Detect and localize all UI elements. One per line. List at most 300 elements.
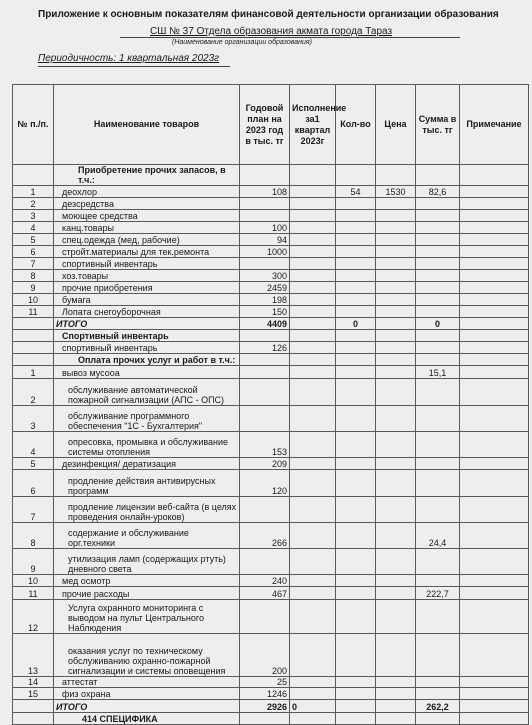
sum-value bbox=[416, 294, 460, 306]
item-name: аттестат bbox=[54, 677, 240, 688]
price-value bbox=[376, 366, 416, 379]
document-title: Приложение к основным показателям финансовой деятельности организации образования bbox=[38, 9, 499, 20]
row-number: 3 bbox=[13, 406, 54, 432]
execution-value bbox=[290, 318, 336, 330]
table-row bbox=[13, 186, 529, 198]
quantity-value bbox=[336, 688, 376, 700]
sum-value bbox=[416, 258, 460, 270]
price-value bbox=[376, 600, 416, 634]
row-number: 11 bbox=[13, 587, 54, 600]
price-value bbox=[376, 210, 416, 222]
item-name: утилизация ламп (содержащих ртуть) дневного света bbox=[54, 549, 240, 575]
plan-value bbox=[240, 165, 290, 186]
execution-value bbox=[290, 306, 336, 318]
row-number: 3 bbox=[13, 210, 54, 222]
table-row bbox=[13, 575, 529, 587]
quantity-value bbox=[336, 282, 376, 294]
quantity-value bbox=[336, 575, 376, 587]
note-value bbox=[460, 306, 529, 318]
execution-value bbox=[290, 587, 336, 600]
quantity-value bbox=[336, 470, 376, 497]
quantity-value bbox=[336, 497, 376, 523]
execution-value bbox=[290, 634, 336, 677]
sum-value: 222,7 bbox=[416, 587, 460, 600]
execution-value bbox=[290, 294, 336, 306]
row-number: 14 bbox=[13, 677, 54, 688]
price-value bbox=[376, 470, 416, 497]
price-value bbox=[376, 354, 416, 366]
note-value bbox=[460, 342, 529, 354]
price-value bbox=[376, 318, 416, 330]
note-value bbox=[460, 165, 529, 186]
note-value bbox=[460, 458, 529, 470]
org-underline bbox=[120, 37, 460, 38]
table-row bbox=[13, 470, 529, 497]
sum-value bbox=[416, 458, 460, 470]
column-header-name: Наименование товаров bbox=[54, 85, 240, 165]
table-row bbox=[13, 234, 529, 246]
plan-value bbox=[240, 366, 290, 379]
plan-value: 4409 bbox=[240, 318, 290, 330]
execution-value bbox=[290, 186, 336, 198]
price-value bbox=[376, 342, 416, 354]
item-name: спортивный инвентарь bbox=[54, 342, 240, 354]
sum-value bbox=[416, 470, 460, 497]
quantity-value bbox=[336, 198, 376, 210]
table-row bbox=[13, 366, 529, 379]
row-number bbox=[13, 330, 54, 342]
row-number: 9 bbox=[13, 282, 54, 294]
quantity-value bbox=[336, 165, 376, 186]
price-value bbox=[376, 634, 416, 677]
item-name: вывоз мусоoa bbox=[54, 366, 240, 379]
price-value bbox=[376, 294, 416, 306]
note-value bbox=[460, 432, 529, 458]
row-number bbox=[13, 700, 54, 713]
note-value bbox=[460, 700, 529, 713]
note-value bbox=[460, 222, 529, 234]
quantity-value bbox=[336, 270, 376, 282]
execution-value bbox=[290, 379, 336, 406]
plan-value: 100 bbox=[240, 222, 290, 234]
sum-value bbox=[416, 210, 460, 222]
row-number: 5 bbox=[13, 458, 54, 470]
total-row bbox=[13, 700, 529, 713]
plan-value: 2459 bbox=[240, 282, 290, 294]
execution-value bbox=[290, 366, 336, 379]
column-header-note: Примечание bbox=[460, 85, 529, 165]
price-value bbox=[376, 379, 416, 406]
column-header-sum: Сумма в тыс. тг bbox=[416, 85, 460, 165]
sum-value bbox=[416, 688, 460, 700]
note-value bbox=[460, 318, 529, 330]
price-value bbox=[376, 258, 416, 270]
row-number bbox=[13, 318, 54, 330]
price-value bbox=[376, 677, 416, 688]
row-number: 8 bbox=[13, 270, 54, 282]
price-value bbox=[376, 234, 416, 246]
note-value bbox=[460, 470, 529, 497]
sum-value bbox=[416, 549, 460, 575]
table-row bbox=[13, 634, 529, 677]
execution-value bbox=[290, 246, 336, 258]
execution-value bbox=[290, 688, 336, 700]
price-value bbox=[376, 165, 416, 186]
sum-value bbox=[416, 330, 460, 342]
execution-value bbox=[290, 210, 336, 222]
item-name: дезсредства bbox=[54, 198, 240, 210]
note-value bbox=[460, 497, 529, 523]
plan-value: 209 bbox=[240, 458, 290, 470]
plan-value bbox=[240, 600, 290, 634]
execution-value bbox=[290, 234, 336, 246]
plan-value: 1000 bbox=[240, 246, 290, 258]
note-value bbox=[460, 688, 529, 700]
execution-value bbox=[290, 222, 336, 234]
item-name: бумага bbox=[54, 294, 240, 306]
plan-value: 108 bbox=[240, 186, 290, 198]
quantity-value bbox=[336, 406, 376, 432]
sum-value bbox=[416, 306, 460, 318]
column-header-price: Цена bbox=[376, 85, 416, 165]
item-name: Лопата снегоуборочная bbox=[54, 306, 240, 318]
note-value bbox=[460, 634, 529, 677]
row-number: 6 bbox=[13, 470, 54, 497]
sum-value bbox=[416, 222, 460, 234]
plan-value bbox=[240, 497, 290, 523]
quantity-value bbox=[336, 342, 376, 354]
quantity-value: 54 bbox=[336, 186, 376, 198]
row-number: 7 bbox=[13, 258, 54, 270]
note-value bbox=[460, 406, 529, 432]
sum-value bbox=[416, 677, 460, 688]
item-name: продление лицензии веб-сайта (в целях проведения онлайн-уроков) bbox=[54, 497, 240, 523]
sum-value bbox=[416, 432, 460, 458]
organization-caption: (Наименование организации образования) bbox=[172, 39, 312, 46]
execution-value bbox=[290, 198, 336, 210]
item-name: продление действия антивирусных программ bbox=[54, 470, 240, 497]
item-name: стройт.материалы для тек.ремонта bbox=[54, 246, 240, 258]
execution-value bbox=[290, 432, 336, 458]
quantity-value bbox=[336, 330, 376, 342]
table-row bbox=[13, 270, 529, 282]
table-row bbox=[13, 688, 529, 700]
row-number: 12 bbox=[13, 600, 54, 634]
row-number: 10 bbox=[13, 575, 54, 587]
sum-value bbox=[416, 234, 460, 246]
plan-value: 153 bbox=[240, 432, 290, 458]
execution-value bbox=[290, 354, 336, 366]
note-value bbox=[460, 587, 529, 600]
item-name: обслуживание программного обеспечения "1С - Бухгалтерия" bbox=[54, 406, 240, 432]
row-number: 10 bbox=[13, 294, 54, 306]
row-number: 9 bbox=[13, 549, 54, 575]
item-name: ИТОГО bbox=[54, 700, 240, 713]
row-number: 1 bbox=[13, 186, 54, 198]
execution-value bbox=[290, 549, 336, 575]
note-value bbox=[460, 258, 529, 270]
sum-value bbox=[416, 406, 460, 432]
quantity-value bbox=[336, 600, 376, 634]
column-header-number: № п./п. bbox=[13, 85, 54, 165]
execution-value bbox=[290, 470, 336, 497]
table-row bbox=[13, 677, 529, 688]
execution-value bbox=[290, 523, 336, 549]
sum-value bbox=[416, 198, 460, 210]
price-value bbox=[376, 700, 416, 713]
execution-value bbox=[290, 575, 336, 587]
plan-value: 300 bbox=[240, 270, 290, 282]
quantity-value bbox=[336, 634, 376, 677]
plan-value: 120 bbox=[240, 470, 290, 497]
note-value bbox=[460, 198, 529, 210]
quantity-value bbox=[336, 713, 376, 725]
sum-value bbox=[416, 379, 460, 406]
table-row bbox=[13, 523, 529, 549]
price-value bbox=[376, 246, 416, 258]
execution-value bbox=[290, 406, 336, 432]
execution-value: 0 bbox=[290, 700, 336, 713]
execution-value bbox=[290, 677, 336, 688]
quantity-value bbox=[336, 379, 376, 406]
table-row bbox=[13, 342, 529, 354]
quantity-value bbox=[336, 258, 376, 270]
table-row bbox=[13, 306, 529, 318]
quantity-value bbox=[336, 523, 376, 549]
note-value bbox=[460, 677, 529, 688]
sum-value bbox=[416, 634, 460, 677]
plan-value: 94 bbox=[240, 234, 290, 246]
execution-value bbox=[290, 282, 336, 294]
execution-value bbox=[290, 713, 336, 725]
organization-name: СШ № 37 Отдела образования акмата города Тараз bbox=[150, 26, 393, 37]
plan-value bbox=[240, 406, 290, 432]
plan-value: 25 bbox=[240, 677, 290, 688]
plan-value: 198 bbox=[240, 294, 290, 306]
table-row bbox=[13, 406, 529, 432]
table-row bbox=[13, 246, 529, 258]
quantity-value bbox=[336, 458, 376, 470]
item-name: обслуживание автоматической пожарной сигнализации (АПС - ОПС) bbox=[54, 379, 240, 406]
execution-value bbox=[290, 258, 336, 270]
subsection-row bbox=[13, 330, 529, 342]
table-header-row bbox=[13, 85, 529, 165]
item-name: Услуга охранного мониторинга с выводом на пульт Центрального Наблюдения bbox=[54, 600, 240, 634]
quantity-value bbox=[336, 677, 376, 688]
total-row bbox=[13, 318, 529, 330]
table-row bbox=[13, 458, 529, 470]
note-value bbox=[460, 294, 529, 306]
plan-value bbox=[240, 210, 290, 222]
note-value bbox=[460, 523, 529, 549]
note-value bbox=[460, 575, 529, 587]
sum-value bbox=[416, 282, 460, 294]
price-value bbox=[376, 222, 416, 234]
plan-value: 266 bbox=[240, 523, 290, 549]
quantity-value bbox=[336, 366, 376, 379]
row-number: 4 bbox=[13, 222, 54, 234]
table-row bbox=[13, 198, 529, 210]
plan-value bbox=[240, 198, 290, 210]
plan-value bbox=[240, 549, 290, 575]
price-value bbox=[376, 575, 416, 587]
quantity-value bbox=[336, 354, 376, 366]
note-value bbox=[460, 270, 529, 282]
item-name: прочие расходы bbox=[54, 587, 240, 600]
sum-value: 24,4 bbox=[416, 523, 460, 549]
sum-value bbox=[416, 600, 460, 634]
item-name: прочие приобретения bbox=[54, 282, 240, 294]
plan-value: 2926 bbox=[240, 700, 290, 713]
note-value bbox=[460, 549, 529, 575]
sum-value bbox=[416, 497, 460, 523]
price-value bbox=[376, 306, 416, 318]
price-value bbox=[376, 270, 416, 282]
execution-value bbox=[290, 342, 336, 354]
sum-value bbox=[416, 713, 460, 725]
item-name: моющее средства bbox=[54, 210, 240, 222]
item-name: мед осмотр bbox=[54, 575, 240, 587]
price-value bbox=[376, 458, 416, 470]
row-number bbox=[13, 165, 54, 186]
plan-value: 200 bbox=[240, 634, 290, 677]
quantity-value bbox=[336, 246, 376, 258]
column-header-quantity: Кол-во bbox=[336, 85, 376, 165]
table-row bbox=[13, 282, 529, 294]
sum-value bbox=[416, 575, 460, 587]
plan-value: 126 bbox=[240, 342, 290, 354]
execution-value bbox=[290, 600, 336, 634]
table-row bbox=[13, 210, 529, 222]
row-number: 11 bbox=[13, 306, 54, 318]
quantity-value bbox=[336, 294, 376, 306]
price-value bbox=[376, 432, 416, 458]
item-name: спортивный инвентарь bbox=[54, 258, 240, 270]
note-value bbox=[460, 282, 529, 294]
plan-value bbox=[240, 379, 290, 406]
price-value bbox=[376, 587, 416, 600]
table-row bbox=[13, 379, 529, 406]
item-name: Приобретение прочих запасов, в т.ч.: bbox=[54, 165, 240, 186]
plan-value: 150 bbox=[240, 306, 290, 318]
section-row bbox=[13, 165, 529, 186]
note-value bbox=[460, 713, 529, 725]
sum-value: 262,2 bbox=[416, 700, 460, 713]
price-value bbox=[376, 406, 416, 432]
note-value bbox=[460, 600, 529, 634]
quantity-value bbox=[336, 432, 376, 458]
item-name: опресовка, промывка и обслуживание системы отопления bbox=[54, 432, 240, 458]
note-value bbox=[460, 366, 529, 379]
quantity-value bbox=[336, 210, 376, 222]
price-value bbox=[376, 713, 416, 725]
table-row bbox=[13, 432, 529, 458]
item-name: деохлор bbox=[54, 186, 240, 198]
row-number: 2 bbox=[13, 198, 54, 210]
row-number: 15 bbox=[13, 688, 54, 700]
note-value bbox=[460, 246, 529, 258]
note-value bbox=[460, 234, 529, 246]
sum-value: 82,6 bbox=[416, 186, 460, 198]
note-value bbox=[460, 210, 529, 222]
table-row bbox=[13, 600, 529, 634]
item-name: Оплата прочих услуг и работ в т.ч.: bbox=[54, 354, 240, 366]
sum-value: 15,1 bbox=[416, 366, 460, 379]
plan-value: 1246 bbox=[240, 688, 290, 700]
price-value bbox=[376, 198, 416, 210]
row-number bbox=[13, 713, 54, 725]
price-value bbox=[376, 282, 416, 294]
row-number: 2 bbox=[13, 379, 54, 406]
price-value bbox=[376, 523, 416, 549]
plan-value bbox=[240, 713, 290, 725]
plan-value: 467 bbox=[240, 587, 290, 600]
quantity-value bbox=[336, 700, 376, 713]
row-number: 13 bbox=[13, 634, 54, 677]
plan-value bbox=[240, 354, 290, 366]
note-value bbox=[460, 354, 529, 366]
item-name: содержание и обслуживание орг.техники bbox=[54, 523, 240, 549]
price-value bbox=[376, 330, 416, 342]
row-number bbox=[13, 342, 54, 354]
sum-value bbox=[416, 342, 460, 354]
quantity-value bbox=[336, 587, 376, 600]
column-header-plan: Годовой план на 2023 год в тыс. тг bbox=[240, 85, 290, 165]
table-row bbox=[13, 222, 529, 234]
price-value bbox=[376, 549, 416, 575]
table-row bbox=[13, 294, 529, 306]
note-value bbox=[460, 186, 529, 198]
execution-value bbox=[290, 497, 336, 523]
table-body bbox=[13, 165, 529, 725]
quantity-value: 0 bbox=[336, 318, 376, 330]
periodicity: Периодичность: 1 квартальная 2023г bbox=[38, 53, 220, 64]
quantity-value bbox=[336, 222, 376, 234]
sum-value: 0 bbox=[416, 318, 460, 330]
row-number: 4 bbox=[13, 432, 54, 458]
item-name: хоз.товары bbox=[54, 270, 240, 282]
quantity-value bbox=[336, 306, 376, 318]
table-row bbox=[13, 587, 529, 600]
item-name: ИТОГО bbox=[54, 318, 240, 330]
sum-value bbox=[416, 270, 460, 282]
spec-row bbox=[13, 713, 529, 725]
execution-value bbox=[290, 458, 336, 470]
quantity-value bbox=[336, 234, 376, 246]
price-value: 1530 bbox=[376, 186, 416, 198]
sum-value bbox=[416, 354, 460, 366]
plan-value bbox=[240, 258, 290, 270]
row-number: 7 bbox=[13, 497, 54, 523]
note-value bbox=[460, 379, 529, 406]
item-name: Спортивный инвентарь bbox=[54, 330, 240, 342]
item-name: физ охрана bbox=[54, 688, 240, 700]
price-value bbox=[376, 688, 416, 700]
item-name: дезинфекция/ дератизация bbox=[54, 458, 240, 470]
row-number bbox=[13, 354, 54, 366]
row-number: 5 bbox=[13, 234, 54, 246]
item-name: канц.товары bbox=[54, 222, 240, 234]
plan-value: 240 bbox=[240, 575, 290, 587]
price-value bbox=[376, 497, 416, 523]
execution-value bbox=[290, 165, 336, 186]
finance-table bbox=[12, 84, 529, 725]
period-underline bbox=[38, 66, 230, 67]
row-number: 8 bbox=[13, 523, 54, 549]
sum-value bbox=[416, 165, 460, 186]
execution-value bbox=[290, 270, 336, 282]
row-number: 6 bbox=[13, 246, 54, 258]
